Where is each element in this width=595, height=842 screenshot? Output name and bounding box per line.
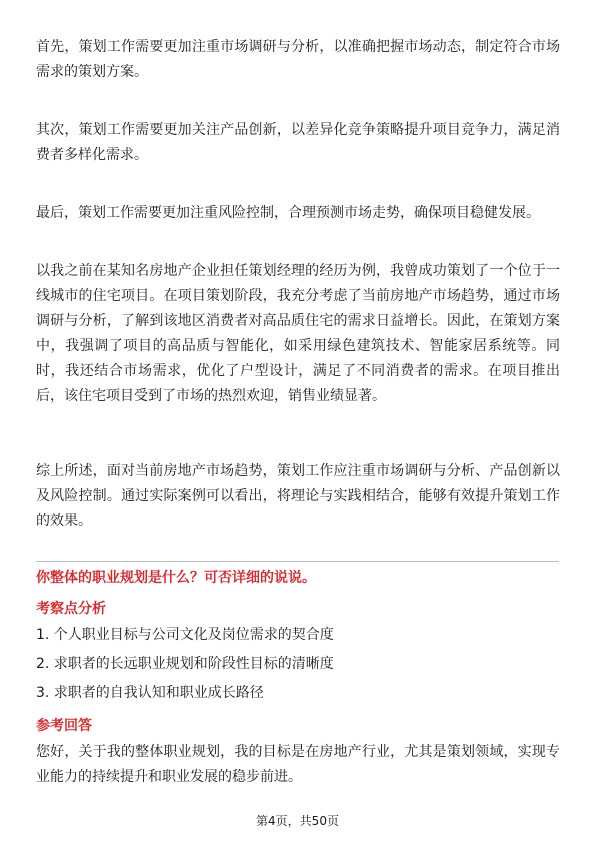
analysis-item: 1. 个人职业目标与公司文化及岗位需求的契合度	[36, 627, 334, 643]
analysis-item: 3. 求职者的自我认知和职业成长路径	[36, 685, 264, 701]
answer-text: 您好，关于我的整体职业规划，我的目标是在房地产行业，尤其是策划领域，实现专业能力的持续提升和职业发展的稳步前进。	[36, 744, 560, 785]
paragraph-first: 首先，策划工作需要更加注重市场调研与分析，以准确把握市场动态，制定符合市场需求的策划方案。	[36, 39, 560, 80]
answer-heading: 参考回答	[36, 718, 92, 734]
analysis-item: 2. 求职者的长远职业规划和阶段性目标的清晰度	[36, 656, 334, 672]
section-divider	[36, 561, 559, 562]
interview-question: 你整体的职业规划是什么？可否详细的说说。	[36, 570, 316, 586]
page-number: 第4页，共50页	[256, 814, 339, 828]
paragraph-case-study: 以我之前在某知名房地产企业担任策划经理的经历为例，我曾成功策划了一个位于一线城市的住宅项目。在项目策划阶段，我充分考虑了当前房地产市场趋势，通过市场调研与分析，了解到该地区消费者对高品质住宅的需求日益增长。因此，在策划方案中，我强调了项目的高品质与智能化，如采用绿色建筑技术、智能家居系统等。同时，我还结合市场需求，优化了户型设计，满足了不同消费者的需求。在项目推出后，该住宅项目受到了市场的热烈欢迎，销售业绩显著。	[36, 263, 560, 404]
paragraph-summary: 综上所述，面对当前房地产市场趋势，策划工作应注重市场调研与分析、产品创新以及风险控制。通过实际案例可以看出，将理论与实践相结合，能够有效提升策划工作的效果。	[36, 463, 560, 529]
analysis-heading: 考察点分析	[36, 601, 106, 617]
paragraph-second: 其次，策划工作需要更加关注产品创新，以差异化竞争策略提升项目竞争力，满足消费者多样化需求。	[36, 122, 560, 163]
paragraph-third: 最后，策划工作需要更加注重风险控制，合理预测市场走势，确保项目稳健发展。	[36, 205, 540, 221]
